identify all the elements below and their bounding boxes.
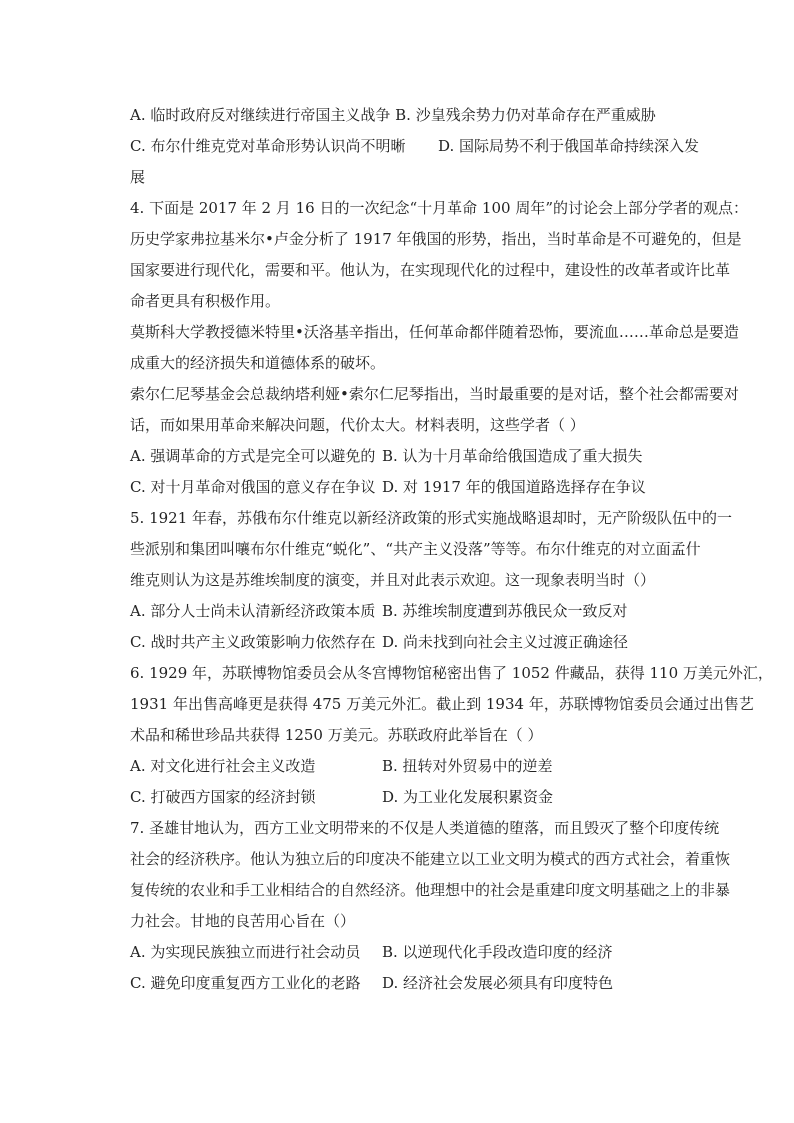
q4-stem-line: 话，而如果用革命来解决问题，代价太大。材料表明，这些学者（ ） <box>130 416 585 434</box>
q7-stem-line: 社会的经济秩序。他认为独立后的印度决不能建立以工业文明为模式的西方式社会，着重恢 <box>130 850 731 868</box>
q4-stem-line: 索尔仁尼琴基金会总裁纳塔利娅•索尔仁尼琴指出，当时最重要的是对话，整个社会都需要对 <box>130 385 739 403</box>
q5-option-b: B. 苏维埃制度遭到苏俄民众一致反对 <box>382 602 628 620</box>
q4-stem-line: 国家要进行现代化，需要和平。他认为，在实现现代化的过程中，建设性的改革者或许比革 <box>130 261 731 279</box>
question-3-options <box>130 100 700 193</box>
q6-option-d: D. 为工业化发展积累资金 <box>382 788 554 806</box>
question-7 <box>130 813 731 999</box>
q3-option-row <box>130 131 700 162</box>
q6-option-c: C. 打破西方国家的经济封锁 <box>130 788 316 806</box>
q5-stem-line: 5. 1921 年春，苏俄布尔什维克以新经济政策的形式实施战略退却时，无产阶级队伍中的一 <box>130 509 733 527</box>
q7-option-row <box>130 937 700 968</box>
q4-stem-line: 成重大的经济损失和道德体系的破坏。 <box>130 354 386 372</box>
q6-stem-line: 术品和稀世珍品共获得 1250 万美元。苏联政府此举旨在（ ） <box>130 726 543 744</box>
q4-stem-line: 命者更具有积极作用。 <box>130 292 281 310</box>
question-6 <box>130 658 773 813</box>
q3-option-d: D. 国际局势不利于俄国革命持续深入发 <box>438 137 700 155</box>
q6-option-row <box>130 782 700 813</box>
q4-option-row <box>130 441 700 472</box>
q5-stem-line: 些派别和集团叫嚷布尔什维克“蜕化”、“共产主义没落”等等。布尔什维克的对立面孟什 <box>130 540 701 558</box>
q4-option-row <box>130 472 700 503</box>
q5-option-d: D. 尚未找到向社会主义过渡正确途径 <box>382 633 629 651</box>
q4-stem-line: 历史学家弗拉基米尔•卢金分析了 1917 年俄国的形势，指出，当时革命是不可避免的，但是 <box>130 230 742 248</box>
q7-option-a: A. 为实现民族独立而进行社会动员 <box>130 943 361 961</box>
question-4 <box>130 193 748 503</box>
q5-option-c: C. 战时共产主义政策影响力依然存在 <box>130 633 376 651</box>
q6-stem-line: 6. 1929 年，苏联博物馆委员会从冬宫博物馆秘密出售了 1052 件藏品，获得 110 万美元外汇， <box>130 664 773 682</box>
q7-stem-line: 7. 圣雄甘地认为，西方工业文明带来的不仅是人类道德的堕落，而且毁灭了整个印度传统 <box>130 819 720 837</box>
q4-option-a: A. 强调革命的方式是完全可以避免的 <box>130 447 376 465</box>
q3-option-ab: A. 临时政府反对继续进行帝国主义战争 B. 沙皇残余势力仍对革命存在严重威胁 <box>130 106 656 124</box>
q4-option-c: C. 对十月革命对俄国的意义存在争议 <box>130 478 376 496</box>
q6-stem-line: 1931 年出售高峰更是获得 475 万美元外汇。截止到 1934 年，苏联博物馆委员会通过出售艺 <box>130 695 754 713</box>
q6-option-row <box>130 751 700 782</box>
q6-option-a: A. 对文化进行社会主义改造 <box>130 757 316 775</box>
q5-option-a: A. 部分人士尚未认清新经济政策本质 <box>130 602 376 620</box>
q4-option-b: B. 认为十月革命给俄国造成了重大损失 <box>382 447 643 465</box>
q5-stem-line: 维克则认为这是苏维埃制度的演变，并且对此表示欢迎。这一现象表明当时（） <box>130 571 656 589</box>
q3-option-d-continuation: 展 <box>130 168 146 186</box>
q7-option-row <box>130 968 700 999</box>
q5-option-row <box>130 627 700 658</box>
exam-page <box>130 100 773 999</box>
q3-option-c: C. 布尔什维克党对革命形势认识尚不明晰 <box>130 137 406 155</box>
q7-option-b: B. 以逆现代化手段改造印度的经济 <box>382 943 613 961</box>
q4-option-d: D. 对 1917 年的俄国道路选择存在争议 <box>382 478 646 496</box>
q4-stem-line: 莫斯科大学教授德米特里•沃洛基辛指出，任何革命都伴随着恐怖，要流血……革命总是要造 <box>130 323 739 341</box>
q7-option-d: D. 经济社会发展必须具有印度特色 <box>382 974 614 992</box>
question-5 <box>130 503 733 658</box>
q6-option-b: B. 扭转对外贸易中的逆差 <box>382 757 553 775</box>
q7-option-c: C. 避免印度重复西方工业化的老路 <box>130 974 361 992</box>
q5-option-row <box>130 596 700 627</box>
q4-stem-line: 4. 下面是 2017 年 2 月 16 日的一次纪念“十月革命 100 周年”的讨论会上部分学者的观点： <box>130 199 748 217</box>
q7-stem-line: 力社会。甘地的良苦用心旨在（） <box>130 912 356 930</box>
q7-stem-line: 复传统的农业和手工业相结合的自然经济。他理想中的社会是重建印度文明基础之上的非暴 <box>130 881 731 899</box>
